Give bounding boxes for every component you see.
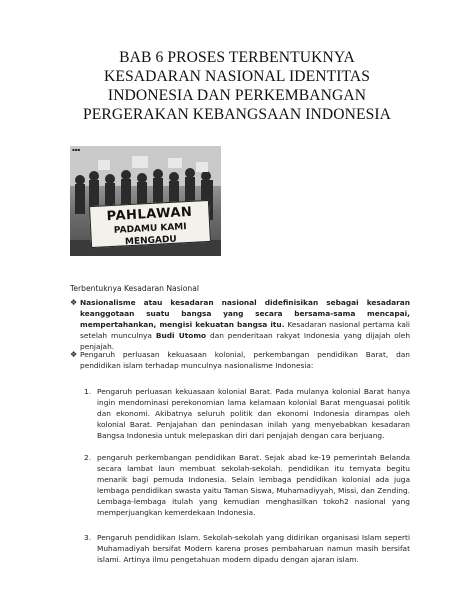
item-text: pengaruh perkembangan pendidikan Barat. Sejak abad ke-19 pemerintah Belanda secara lambat laun membuat sekolah-sekolah. pendidikan itu ternyata begitu menarik bagi pemuda Indonesia. Selain lembaga pendidikan kolonial ada juga lembaga pendidikan swasta yaitu Taman Siswa, Muhamadiyyah, Missi, dan Zending. Lembaga-lembaga itulah yang kemudian menghasilkan tokoh2 nasional yang memperjuangkan kemerdekaan Indonesia. (97, 453, 410, 517)
numbered-item (84, 386, 410, 441)
protest-banner (89, 200, 211, 248)
diamond-bullet-icon: ❖ (70, 298, 78, 307)
item-text: Pengaruh perluasan kekuasaan kolonial Barat. Pada mulanya kolonial Barat hanya ingin mendominasi perekonomian lama kelamaan kolonial Barat menguasai politik dan ekonomi. Akibatnya seluruh politik dan ekonomi Indonesia dirampas oleh kolonial Barat. Penjajahan dan penindasan inilah yang menyebabkan kesadaran Bangsa Indonesia untuk melepaskan diri dari penjajah dengan cara berjuang. (97, 387, 410, 440)
page-title (40, 48, 434, 124)
historical-photo (70, 146, 221, 256)
list-item (70, 297, 410, 352)
body-text: Pengaruh perluasan kekuasaan kolonial, perkembangan pendidikan Barat, dan pendidikan islam terhadap munculnya nasionalisme Indonesia: (80, 350, 410, 370)
title-line: PERGERAKAN KEBANGSAAN INDONESIA (82, 106, 392, 123)
item-number: 3. (84, 533, 92, 542)
item-text: Pengaruh pendidikan Islam. Sekolah-sekolah yang didirikan organisasi Islam seperti Muhamadiyah bersifat Modern karena proses pembaharuan namun masih bersifat islami. Artinya ilmu pengetahuan modern dipadu dengan ajaran islam. (97, 533, 410, 564)
banner-line: PADAMU KAMI MENGADU (113, 222, 187, 248)
numbered-item (84, 452, 410, 518)
banner-line: PAHLAWAN (106, 204, 193, 225)
numbered-item (84, 532, 410, 565)
bold-name: Budi Utomo (155, 331, 207, 340)
title-line: KESADARAN NASIONAL IDENTITAS (103, 68, 371, 85)
body-text: dan penderitaan rakyat Indonesia yang dijajah oleh penjajah. (80, 331, 411, 351)
diamond-bullet-icon: ❖ (70, 350, 78, 359)
title-line: BAB 6 PROSES TERBENTUKNYA (119, 49, 355, 66)
bold-definition: Nasionalisme atau kesadaran nasional didefinisikan sebagai kesadaran keanggotaan suatu bangsa yang secara bersama-sama mencapai, mempertahankan, mengisi kekuatan bangsa itu. (80, 298, 410, 329)
photo-label: ▪▪▪ (72, 147, 81, 152)
section-heading: Terbentuknya Kesadaran Nasional (70, 284, 199, 293)
body-text: Kesadaran nasional pertama kali setelah munculnya (80, 320, 410, 340)
title-line: INDONESIA DAN PERKEMBANGAN (107, 87, 367, 104)
list-item (70, 349, 410, 371)
item-number: 1. (84, 387, 92, 396)
item-number: 2. (84, 453, 92, 462)
